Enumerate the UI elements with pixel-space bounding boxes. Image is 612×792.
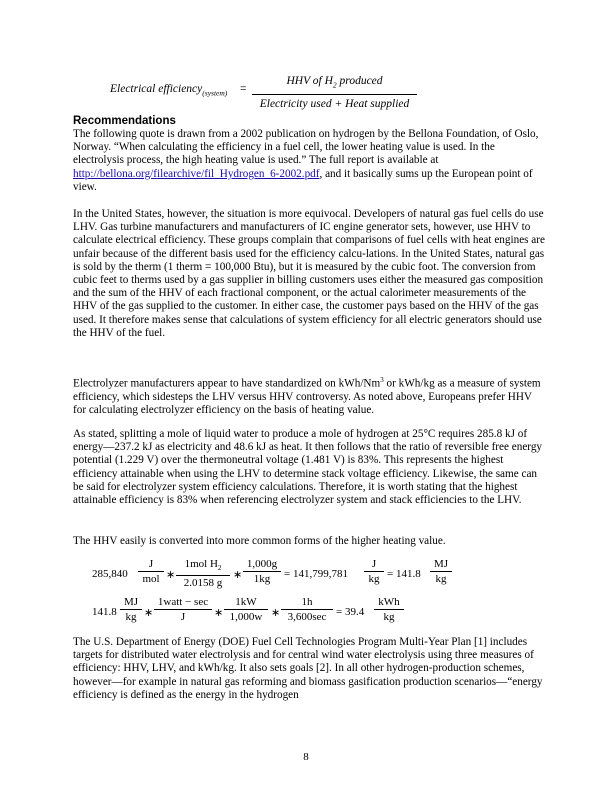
multiply-sign: ∗ bbox=[214, 607, 224, 619]
paragraph-doe-plan: The U.S. Department of Energy (DOE) Fuel Cell Technologies Program Multi-Year Plan [1] includes targets for distributed water electrolysis and for central wind water electrolysis using three measures of efficiency: HHV, LHV, and kWh/kg. It also sets goals [2]. In all other hydrogen-production schemes, however—for example in natural gas reforming and biomass gasification production scenarios—“energy efficiency is defined as the energy in the hydrogen bbox=[73, 636, 543, 701]
eq2-fraction-3: 1kW 1,000w bbox=[224, 596, 268, 623]
multiply-sign: ∗ bbox=[233, 569, 243, 581]
paragraph-us-situation: In the United States, however, the situation is more equivocal. Developers of natural gas fuel cells do use LHV. Gas turbine manufacturers and manufacturers of IC engine generator sets, however, use HHV to calculate electrical efficiency. These groups complain that comparisons of fuel cells with heat engines are unfair because of the different basis used for the efficiency calcu-lations. In the United States, natural gas is sold by the therm (1 therm = 100,000 Btu), but it is measured by the cubic foot. The conversion from cubic feet to therms used by a gas supplier in billing customers uses either the measured gas composition and the sum of the HHV of each fractional component, or the actual calorimeter measurements of the HHV of the gas supplied to the customer. In either case, the customer pays based on the HHV of the gas used. It therefore makes sense that calculations of system efficiency for all electric generators should use the HHV of the fuel. bbox=[73, 208, 545, 339]
multiply-sign: ∗ bbox=[166, 569, 176, 581]
page-number: 8 bbox=[303, 751, 309, 763]
paragraph-bellona: The following quote is drawn from a 2002 publication on hydrogen by the Bellona Foundation, of Oslo, Norway. “When calculating the efficiency in a fuel cell, the lower heating value is used. In the electrolysis process, the high heating value is used.” The full report is available at http://bellona.org/filearchive/fil_Hydrogen_6-2002.pdf, and it basically sums up the European point of view. bbox=[73, 128, 539, 193]
paragraph-hhv-conversion-intro: The HHV easily is converted into more common forms of the higher heating value. bbox=[73, 535, 446, 547]
equation-denominator: Electricity used + Heat supplied bbox=[259, 98, 410, 111]
eq2-result-value: = 39.4 bbox=[336, 606, 365, 618]
eq1-fraction-1: J mol bbox=[138, 558, 164, 585]
paragraph-energy-ratio: As stated, splitting a mole of liquid water to produce a mole of hydrogen at 25°C requires 285.8 kJ of energy—237.2 kJ as electricity and 48.6 kJ as heat. It then follows that the ratio of reversible free energy potential (1.229 V) over the thermoneutral voltage (1.481 V) is 83%. This represents the highest efficiency attainable when using the LHV to determine stack voltage efficiency. Likewise, the same can be said for electrolyzer system efficiency calculations. Therefore, it is worth stating that the highest attainable efficiency is 83% when referencing electrolyzer system and stack efficiencies to the LHV. bbox=[73, 428, 543, 507]
equation-lhs: Electrical efficiency$_{(system)}$ bbox=[110, 83, 228, 98]
eq1-lead-value: 285,840 bbox=[92, 568, 128, 580]
eq2-fraction-2: 1watt − sec J bbox=[154, 596, 212, 623]
efficiency-equation bbox=[110, 74, 420, 111]
eq2-fraction-1: MJ kg bbox=[120, 596, 142, 623]
section-heading: Recommendations bbox=[73, 115, 176, 127]
equation-numerator: HHV of $H_2$ produced bbox=[286, 75, 383, 90]
eq1-fraction-5: MJ kg bbox=[430, 558, 452, 585]
equals-sign: = bbox=[240, 83, 247, 95]
equation-fraction bbox=[252, 74, 417, 111]
multiply-sign: ∗ bbox=[144, 607, 154, 619]
eq1-fraction-2: 1mol $H_2$ 2.0158 g bbox=[176, 558, 230, 589]
multiply-sign: ∗ bbox=[271, 607, 281, 619]
hhv-conversion-equation-2 bbox=[92, 596, 552, 628]
hhv-conversion-equation-1 bbox=[92, 558, 552, 590]
fraction-bar bbox=[252, 94, 417, 95]
eq2-fraction-4: 1h 3,600sec bbox=[281, 596, 333, 623]
eq1-result-value: = 141.8 bbox=[387, 568, 421, 580]
eq2-fraction-5: kWh kg bbox=[374, 596, 404, 623]
eq1-fraction-3: 1,000g 1kg bbox=[243, 558, 281, 585]
bellona-report-link[interactable]: http://bellona.org/filearchive/fil_Hydrogen_6-2002.pdf bbox=[73, 167, 320, 180]
paragraph-electrolyzer-manufacturers: Electrolyzer manufacturers appear to have standardized on kWh/Nm$^3$ or kWh/kg as a measure of system efficiency, which sidesteps the LHV versus HHV controversy. As noted above, Europeans prefer HHV for calculating electrolyzer efficiency on the basis of heating value. bbox=[73, 376, 541, 417]
eq1-fraction-4: J kg bbox=[364, 558, 384, 585]
eq2-lead-value: 141.8 bbox=[92, 606, 117, 618]
eq1-intermediate-value: = 141,799,781 bbox=[284, 568, 348, 580]
